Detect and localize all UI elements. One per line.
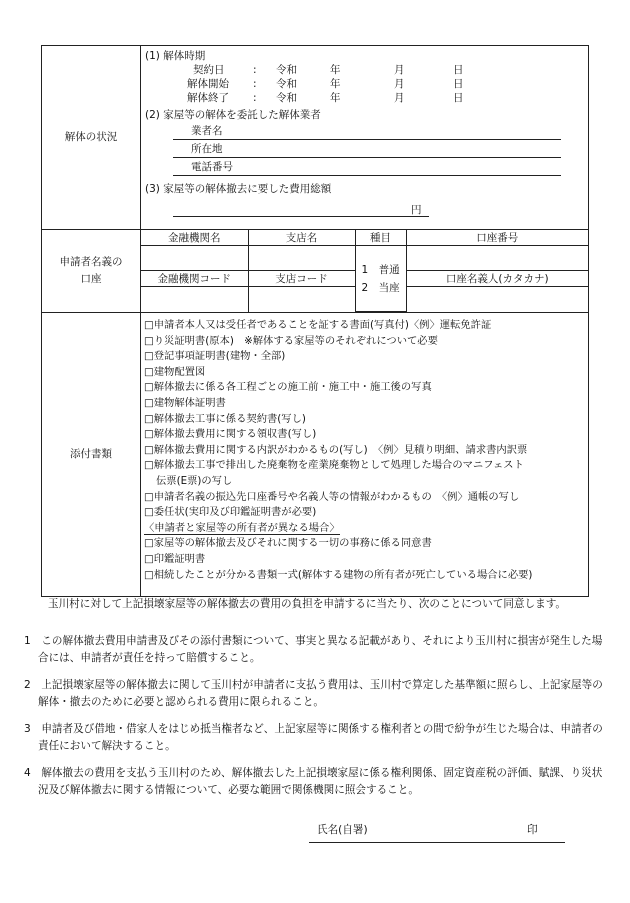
type-header: 種目 <box>355 230 406 246</box>
bank-code-cell[interactable] <box>141 287 248 312</box>
demolition-label: 解体の状況 <box>42 46 141 229</box>
attachment-item[interactable]: □登記事項証明書(建物・全部) <box>144 350 286 363</box>
attachment-item-continuation: 伝票(E票)の写し <box>156 474 233 487</box>
consent-item-3: 3 申請者及び借地・借家人をはじめ抵当権者など、上記家屋等に関係する権利者との間で紛争が生じた場合は、申請者の責任において解決すること。 <box>24 723 603 752</box>
signature-label: 氏名(自署) <box>317 824 368 836</box>
demolition-start-label: 解体開始 <box>187 78 229 90</box>
attachment-item[interactable]: □印鑑証明書 <box>144 552 206 565</box>
attachments-label: 添付書類 <box>42 313 141 596</box>
branch-code-cell[interactable] <box>248 287 355 312</box>
address-row <box>145 140 588 158</box>
account-number-cell[interactable] <box>406 246 588 271</box>
demolition-start-row: 解体開始 : 令和 年 月 日 <box>187 78 464 90</box>
yen-label: 円 <box>411 204 422 216</box>
cost-row <box>145 196 588 218</box>
account-holder-cell[interactable] <box>406 287 588 312</box>
branch-code-header: 支店コード <box>248 271 355 287</box>
bank-name-cell[interactable] <box>141 246 248 271</box>
demolition-section <box>42 46 588 230</box>
address-label: 所在地 <box>191 143 223 155</box>
contract-date-label: 契約日 <box>193 64 225 76</box>
attachment-item[interactable]: □解体撤去工事に係る契約書(写し) <box>144 412 306 425</box>
attachment-item[interactable]: □建物解体証明書 <box>144 396 226 409</box>
bank-table <box>141 230 588 312</box>
account-type-cell[interactable]: 1 普通 2 当座 <box>355 246 406 312</box>
cost-title: (3) 家屋等の解体撤去に要した費用総額 <box>145 183 332 195</box>
phone-label: 電話番号 <box>191 161 233 173</box>
consent-intro: 玉川村に対して上記損壊家屋等の解体撤去の費用の負担を申請するに当たり、次のことについて同意します。 <box>48 598 567 610</box>
attachment-item[interactable]: □り災証明書(原本) ※解体する家屋等のそれぞれについて必要 <box>144 334 438 347</box>
attachment-item[interactable]: □解体撤去費用に関する内訳がわかるもの(写し) 〈例〉見積り明細、請求書内訳票 <box>144 443 528 456</box>
seal-label: 印 <box>527 824 538 836</box>
attachment-item[interactable]: □解体撤去工事で排出した廃棄物を産業廃棄物として処理した場合のマニフェスト <box>144 459 524 472</box>
attachment-item[interactable]: □申請者名義の振込先口座番号や名義人等の情報がわかるもの 〈例〉通帳の写し <box>144 490 520 503</box>
consent-item-1: 1 この解体撤去費用申請書及びその添付書類について、事実と異なる記載があり、それにより玉川村に損害が発生した場合には、申請者が責任を持って賠償すること。 <box>24 635 603 664</box>
phone-row <box>145 158 588 176</box>
bank-name-header: 金融機関名 <box>141 230 248 246</box>
branch-name-header: 支店名 <box>248 230 355 246</box>
company-name-row <box>145 122 588 140</box>
period-title: (1) 解体時期 <box>145 50 206 62</box>
account-section <box>42 230 588 313</box>
account-number-header: 口座番号 <box>406 230 588 246</box>
phone-field[interactable] <box>173 175 561 176</box>
bank-code-header: 金融機関コード <box>141 271 248 287</box>
application-form <box>41 45 589 597</box>
consent-item-2: 2 上記損壊家屋等の解体撤去に関して玉川村が申請者に支払う費用は、玉川村で算定した基準額に照らし、上記家屋等の解体・撤去のために必要と認められる費用に限られること。 <box>24 679 603 708</box>
demolition-end-label: 解体終了 <box>187 92 229 104</box>
contract-date-row: 契約日 : 令和 年 月 日 <box>193 64 464 76</box>
consent-item-4: 4 解体撤去の費用を支払う玉川村のため、解体撤去した上記損壊家屋に係る権利関係、固定資産税の評価、賦課、り災状況及び解体撤去に関する情報について、必要な範囲で関係機関に照会すること。 <box>24 767 603 796</box>
attachment-item[interactable]: □申請者本人又は受任者であることを証する書面(写真付)〈例〉運転免許証 <box>144 319 492 331</box>
attachment-item[interactable]: □建物配置図 <box>144 365 206 378</box>
signature-field[interactable] <box>309 818 565 843</box>
attachment-item[interactable]: □委任状(実印及び印鑑証明書が必要) <box>144 506 317 519</box>
attachment-item[interactable]: □解体撤去に係る各工程ごとの施工前・施工中・施工後の写真 <box>144 381 432 394</box>
account-label: 申請者名義の 口座 <box>42 230 141 312</box>
cost-total-field[interactable] <box>173 216 429 217</box>
attachment-item[interactable]: □家屋等の解体撤去及びそれに関する一切の事務に係る同意書 <box>144 537 432 550</box>
account-holder-header: 口座名義人(カタカナ) <box>406 271 588 287</box>
demolition-end-row: 解体終了 : 令和 年 月 日 <box>187 92 464 104</box>
owner-differs-heading: 〈申請者と家屋等の所有者が異なる場合〉 <box>144 521 340 534</box>
company-name-label: 業者名 <box>191 125 223 137</box>
branch-name-cell[interactable] <box>248 246 355 271</box>
contractor-title: (2) 家屋等の解体を委託した解体業者 <box>145 109 321 121</box>
attachments-section <box>42 313 588 596</box>
attachment-item[interactable]: □相続したことが分かる書類一式(解体する建物の所有者が死亡している場合に必要) <box>144 568 533 581</box>
attachment-item[interactable]: □解体撤去費用に関する領収書(写し) <box>144 428 317 441</box>
